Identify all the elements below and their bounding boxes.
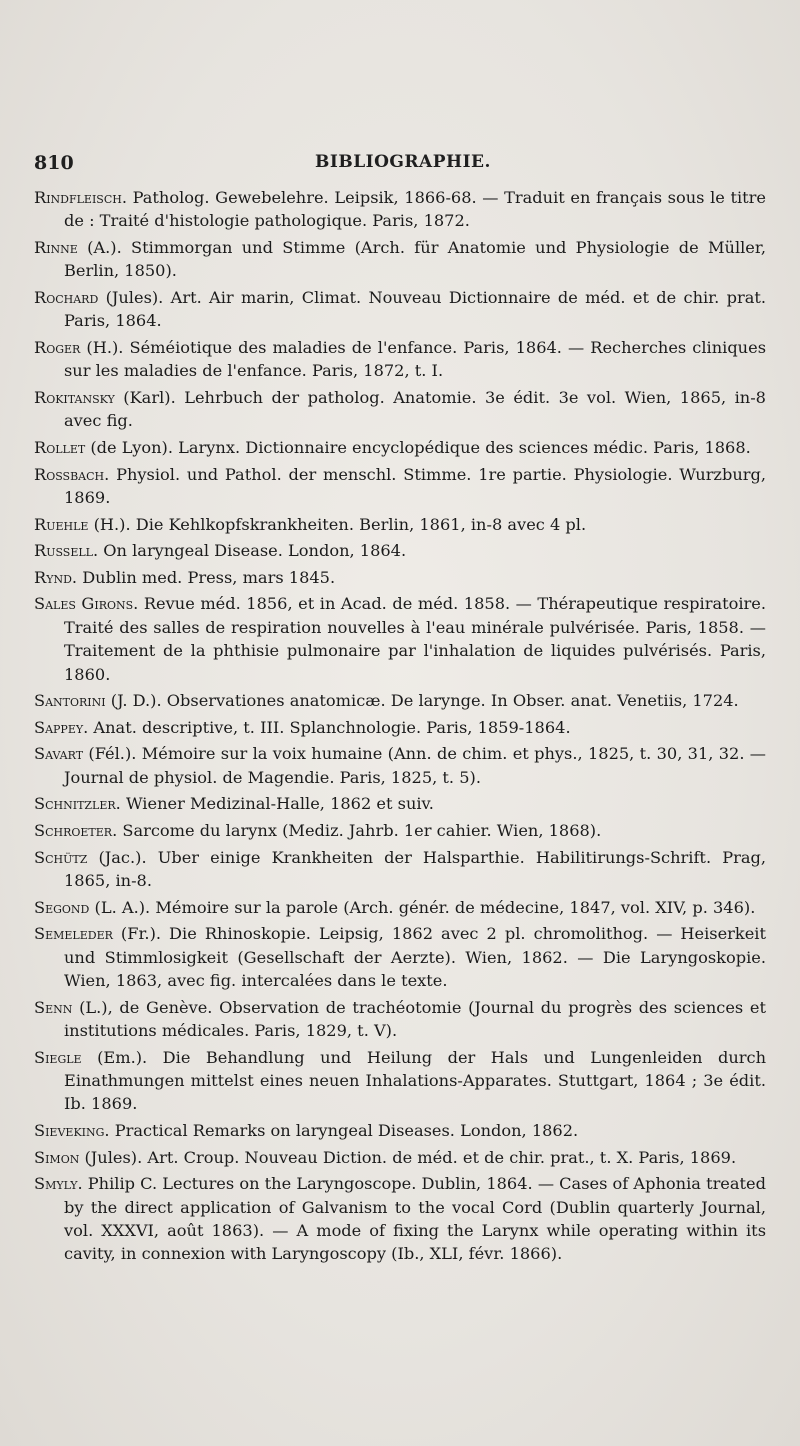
entry-author: Roger <box>34 338 81 357</box>
entry-author: Sales Girons. <box>34 594 139 614</box>
entry-text: Dublin med. Press, mars 1845. <box>77 567 336 587</box>
entry-author: Simon <box>34 1147 80 1167</box>
entry-text: Anat. descriptive, t. III. Splanchnologie. Paris, 1859-1864. <box>88 717 571 737</box>
bibliography-entry <box>34 463 766 510</box>
entry-text: Practical Remarks on laryngeal Diseases. London, 1862. <box>109 1120 579 1140</box>
entry-author: Smyly. <box>34 1174 83 1194</box>
entry-author: Senn <box>34 997 73 1017</box>
bibliography-entry <box>34 539 766 562</box>
entry-author: Siegle <box>34 1047 82 1067</box>
entry-text: (Fr.). Die Rhinoskopie. Leipsig, 1862 avec 2 pl. chromolithog. — Heiserkeit und Stimmlosigkeit (Gesellschaft der Aerzte). Wien, 1862. — Die Laryngoskopie. Wien, 1863, avec fig. intercalées dans le texte. <box>64 924 766 990</box>
entry-text: Philip C. Lectures on the Laryngoscope. Dublin, 1864. — Cases of Aphonia treated by the direct application of Galvanism to the vocal Cord (Dublin quarterly Journal, vol. XXXVI, août 1863). — A mode of fixing the Larynx while operating within its cavity, in connexion with Laryngoscopy (Ib., XLI, févr. 1866). <box>64 1174 766 1264</box>
entry-author: Savart <box>34 744 84 764</box>
bibliography-entry <box>34 336 766 383</box>
running-title: BIBLIOGRAPHIE. <box>315 152 491 172</box>
entry-author: Schütz <box>34 847 88 867</box>
entry-text: Patholog. Gewebelehre. Leipsik, 1866-68. — Traduit en français sous le titre de : Traité d'histologie pathologique. Paris, 1872. <box>64 188 766 231</box>
entry-author: Schnitzler. <box>34 794 121 814</box>
bibliography-entry <box>34 1119 766 1142</box>
bibliography-entry <box>34 1146 766 1169</box>
bibliography-entry <box>34 819 766 842</box>
bibliography-entry <box>34 792 766 815</box>
bibliography-entry <box>34 566 766 589</box>
entry-author: Sieveking. <box>34 1120 110 1140</box>
entry-author: Rokitansky <box>34 388 115 407</box>
entry-author: Rynd. <box>34 567 78 587</box>
entry-author: Ruehle <box>34 514 89 534</box>
entry-text: (de Lyon). Larynx. Dictionnaire encyclopédique des sciences médic. Paris, 1868. <box>85 438 751 457</box>
entry-author: Schroeter. <box>34 820 118 840</box>
entry-author: Russell. <box>34 541 99 561</box>
page-number: 810 <box>34 152 74 174</box>
entry-text: Revue méd. 1856, et in Acad. de méd. 1858. — Thérapeutique respiratoire. Traité des salles de respiration nouvelles à l'eau minérale pulvérisée. Paris, 1858. — Traitement de la phthisie pulmonaire par l'inhalation de liquides pulvérisés. Paris, 1860. <box>64 594 766 684</box>
bibliography-entry <box>34 1172 766 1266</box>
bibliography-entry <box>34 689 766 712</box>
bibliography-entry <box>34 186 766 233</box>
bibliography-entry <box>34 846 766 893</box>
entry-text: (H.). Séméiotique des maladies de l'enfance. Paris, 1864. — Recherches cliniques sur les maladies de l'enfance. Paris, 1872, t. I. <box>64 338 766 381</box>
entry-text: (Karl). Lehrbuch der patholog. Anatomie. 3e édit. 3e vol. Wien, 1865, in-8 avec fig. <box>64 388 766 431</box>
bibliography-entry <box>34 436 766 459</box>
bibliography-entry <box>34 716 766 739</box>
entry-text: Wiener Medizinal-Halle, 1862 et suiv. <box>120 794 434 814</box>
entry-text: (L. A.). Mémoire sur la parole (Arch. génér. de médecine, 1847, vol. XIV, p. 346). <box>89 897 756 917</box>
entry-author: Rollet <box>34 438 86 457</box>
entry-text: (Em.). Die Behandlung und Heilung der Hals und Lungenleiden durch Einathmungen mittelst eines neuen Inhalations-Apparates. Stuttgart, 1864 ; 3e édit. Ib. 1869. <box>64 1047 766 1114</box>
bibliography-entry <box>34 896 766 919</box>
entry-text: Sarcome du larynx (Mediz. Jahrb. 1er cahier. Wien, 1868). <box>117 820 602 840</box>
bibliography-entry <box>34 513 766 536</box>
bibliography-entry <box>34 742 766 789</box>
entry-text: (Jules). Art. Air marin, Climat. Nouveau Dictionnaire de méd. et de chir. prat. Paris, 1864. <box>64 288 766 331</box>
entry-text: (A.). Stimmorgan und Stimme (Arch. für Anatomie und Physiologie de Müller, Berlin, 1850). <box>64 238 766 281</box>
entry-text: Physiol. und Pathol. der menschl. Stimme. 1re partie. Physiologie. Wurzburg, 1869. <box>64 464 766 507</box>
bibliography-entry <box>34 286 766 333</box>
entry-text: (Jules). Art. Croup. Nouveau Diction. de méd. et de chir. prat., t. X. Paris, 1869. <box>79 1147 737 1167</box>
bibliography-entry <box>34 922 766 992</box>
entry-text: (L.), de Genève. Observation de trachéotomie (Journal du progrès des sciences et institutions médicales. Paris, 1829, t. V). <box>64 997 766 1040</box>
entry-author: Segond <box>34 897 90 917</box>
entry-author: Rossbach. <box>34 464 110 484</box>
entry-author: Sappey. <box>34 717 89 737</box>
bibliography-entry <box>34 236 766 283</box>
entry-author: Rindfleisch. <box>34 188 127 207</box>
bibliography-entry <box>34 1046 766 1116</box>
entry-author: Rinne <box>34 238 78 257</box>
entry-author: Rochard <box>34 288 99 307</box>
bibliography-entry <box>34 996 766 1043</box>
entry-author: Semeleder <box>34 924 113 944</box>
bibliography-list <box>34 186 766 1269</box>
page-header <box>30 152 770 182</box>
bibliography-entry <box>34 386 766 433</box>
bibliography-entry <box>34 592 766 686</box>
entry-text: On laryngeal Disease. London, 1864. <box>98 541 407 561</box>
entry-author: Santorini <box>34 691 106 711</box>
entry-text: (J. D.). Observationes anatomicæ. De larynge. In Obser. anat. Venetiis, 1724. <box>105 691 739 711</box>
entry-text: (H.). Die Kehlkopfskrankheiten. Berlin, 1861, in-8 avec 4 pl. <box>88 514 587 534</box>
entry-text: (Jac.). Uber einige Krankheiten der Halsparthie. Habilitirungs-Schrift. Prag, 1865, in-8. <box>64 847 766 890</box>
entry-text: (Fél.). Mémoire sur la voix humaine (Ann. de chim. et phys., 1825, t. 30, 31, 32. — Journal de physiol. de Magendie. Paris, 1825, t. 5). <box>64 744 766 787</box>
